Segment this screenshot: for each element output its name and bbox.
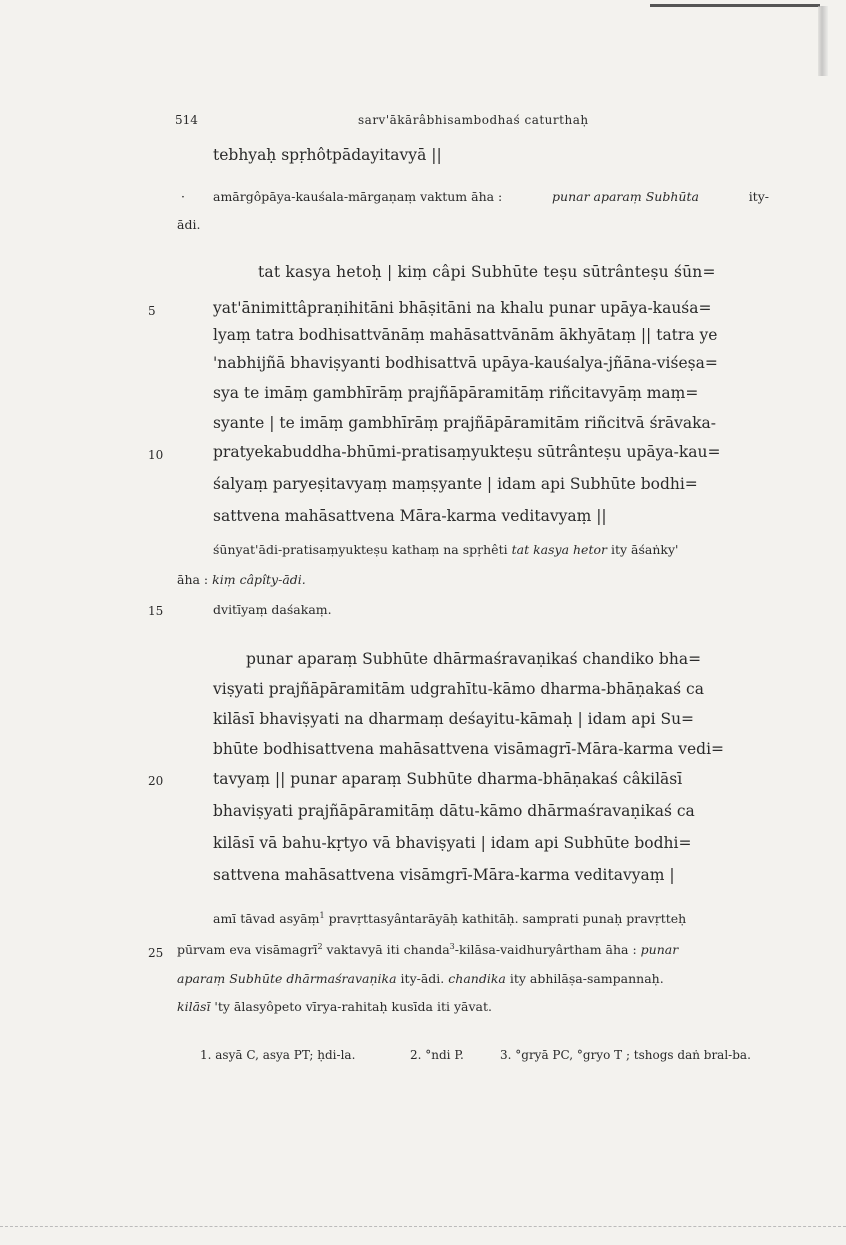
line-number-5: 5 [148,304,156,318]
commentary-3-line-3 [177,971,664,986]
commentary-3-text: ity-ādi. [400,971,445,986]
line-number-20: 20 [148,774,164,788]
commentary-1-roman: amārgôpāya-kauśala-mārgaṇaṃ vaktum āha : [213,189,503,204]
footnote-ref-3: 3 [449,942,455,951]
text1-line-8: śalyaṃ paryeṣitavyaṃ maṃṣyante | idam api Subhūte bodhi= [213,475,698,493]
page-number: 514 [175,113,198,127]
commentary-1-italic: punar aparaṃ Subhūta [552,189,699,204]
commentary-1-line-2: ādi. [177,217,201,232]
commentary-3-text: amī tāvad asyāṃ [213,911,320,927]
commentary-3-line-1 [213,911,686,926]
commentary-3-line-2 [177,942,678,957]
text2-line-2: viṣyati prajñāpāramitām udgrahītu-kāmo dharma-bhāṇakaś ca [213,680,704,698]
line-number-15: 15 [148,604,164,618]
commentary-2-line-1 [213,542,678,557]
text2-line-5: tavyaṃ || punar aparaṃ Subhūte dharma-bhāṇakaś câkilāsī [213,770,683,788]
line-number-10: 10 [148,448,164,462]
commentary-2-line2-roman: āha : [177,572,209,587]
commentary-3-text: pravṛttasyântarāyāḥ kathitāḥ. samprati punaḥ pravṛtteḥ [328,911,687,927]
scan-border-line [650,4,820,7]
commentary-3-italic: aparaṃ Subhūte dhārmaśravaṇika [177,971,397,986]
commentary-3-text: -kilāsa-vaidhuryârtham āha : [454,942,637,958]
running-title: sarv'ākārâbhisambodhaś caturthaḥ [358,113,589,127]
text2-line-1: punar aparaṃ Subhūte dhārmaśravaṇikaś chandiko bha= [246,650,702,668]
text1-line-1: tat kasya hetoḥ | kiṃ câpi Subhūte teṣu sūtrânteṣu śūn= [258,263,716,281]
commentary-1-line-1 [213,189,769,204]
text2-line-3: kilāsī bhaviṣyati na dharmaṃ deśayitu-kāmaḥ | idam api Su= [213,710,695,728]
commentary-3-italic: punar [640,942,679,958]
footnote-1: 1. asyā C, asya PT; ḥdi-la. [200,1048,356,1062]
commentary-3-text: pūrvam eva visāmagrī [177,942,318,958]
text2-line-8: sattvena mahāsattvena visāmgrī-Māra-karma veditavyaṃ | [213,866,675,884]
commentary-2-roman: śūnyat'ādi-pratisaṃyukteṣu kathaṃ na spṛhêti [213,542,508,557]
text1-line-7: pratyekabuddha-bhūmi-pratisaṃyukteṣu sūtrânteṣu upāya-kau= [213,443,721,461]
commentary-1-tail: ity- [748,189,769,204]
commentary-3-text: 'ty ālasyôpeto vīrya-rahitaḥ kusīda iti yāvat. [214,999,492,1014]
footnote-ref-2: 2 [317,942,323,951]
scan-bottom-edge [0,1226,846,1229]
text1-line-6: syante | te imāṃ gambhīrāṃ prajñāpāramitām riñcitvā śrāvaka- [213,414,717,432]
footnote-3: 3. °gryā PC, °gryo T ; tshogs daṅ bral-ba. [500,1048,751,1062]
footnote-2: 2. °ndi P. [410,1048,464,1062]
text1-line-2: yat'ānimittâpraṇihitāni bhāṣitāni na khalu punar upāya-kauśa= [213,299,712,317]
commentary-3-text: ity abhilāṣa-sampannaḥ. [509,971,664,986]
text1-line-5: sya te imāṃ gambhīrāṃ prajñāpāramitāṃ riñcitavyāṃ maṃ= [213,384,699,402]
text1-line-9: sattvena mahāsattvena Māra-karma veditavyaṃ || [213,507,607,525]
commentary-3-italic: kilāsī [177,999,211,1014]
text2-line-7: kilāsī vā bahu-kṛtyo vā bhaviṣyati | idam api Subhūte bodhi= [213,834,692,852]
commentary-2-line-2 [177,572,306,587]
scan-edge-shadow [818,6,828,76]
text1-line-3: lyaṃ tatra bodhisattvānāṃ mahāsattvānām ākhyātaṃ || tatra ye [213,326,718,344]
text1-line-4: 'nabhijñā bhaviṣyanti bodhisattvā upāya-kauśalya-jñāna-viśeṣa= [213,354,718,372]
commentary-2-line2-italic: kiṃ câpîty-ādi. [212,572,306,587]
commentary-2-tail: ity āśaṅky' [610,542,679,557]
line-number-25: 25 [148,946,164,960]
commentary-3-line-4 [177,999,492,1014]
text2-line-6: bhaviṣyati prajñāpāramitāṃ dātu-kāmo dhārmaśravaṇikaś ca [213,802,695,820]
commentary-2-italic: tat kasya hetor [511,542,607,557]
commentary-3-text: vaktavyā iti chanda [326,942,450,958]
commentary-3-italic: chandika [448,971,506,986]
footnote-ref-1: 1 [319,911,325,920]
commentary-bullet: · [181,189,185,204]
section-heading: dvitīyaṃ daśakaṃ. [213,602,332,617]
text2-line-4: bhūte bodhisattvena mahāsattvena visāmagrī-Māra-karma vedi= [213,740,725,758]
opening-line: tebhyaḥ spṛhôtpādayitavyā || [213,146,442,164]
